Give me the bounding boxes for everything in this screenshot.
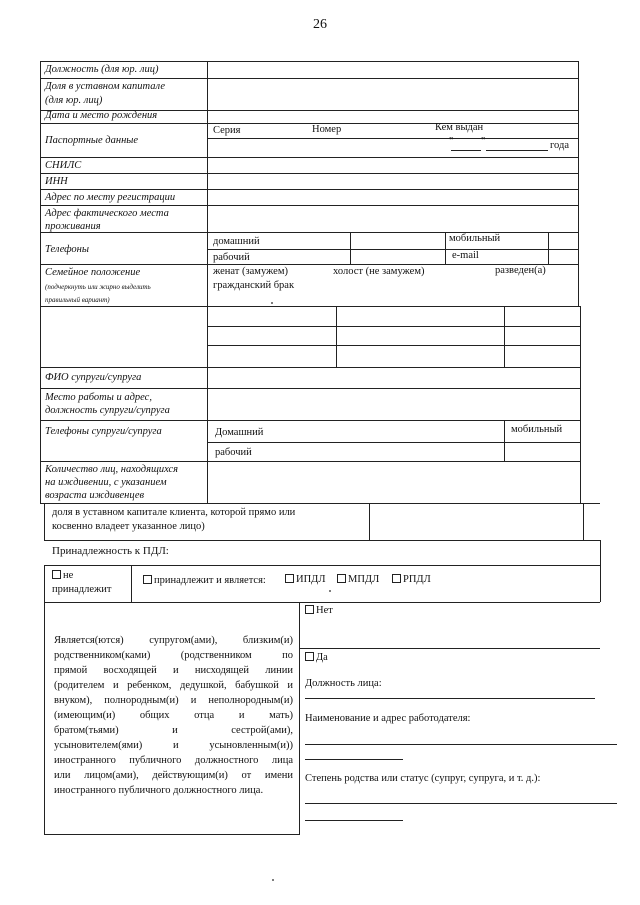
dependents-label: Количество лиц, находящихся <box>45 464 179 475</box>
relative-line: усыновителем(ями) и усыновленным(и)) <box>54 740 293 751</box>
reg-address-label: Адрес по месту регистрации <box>45 192 176 203</box>
relative-line: родственником(ками) (родственником по <box>54 650 293 661</box>
email[interactable]: e-mail <box>452 250 479 261</box>
phone-home[interactable]: домашний <box>213 236 260 247</box>
checkbox-icon <box>285 574 294 583</box>
relative-line: иностранного публичного должностного лица <box>54 755 293 766</box>
relative-last-line: иностранного публичного должностного лица. <box>54 785 264 796</box>
pep-heading: Принадлежность к ПДЛ: <box>52 545 169 557</box>
relative-employer-label: Наименование и адрес работодателя: <box>305 713 471 724</box>
actual-address-label: Адрес фактического места <box>45 208 169 219</box>
passport-issued-by[interactable]: Кем выдан <box>435 122 484 133</box>
passport-series[interactable]: Серия <box>213 125 241 136</box>
relative-line: прямой восходящей и нисходящей линии <box>54 665 293 676</box>
family-note: (подчеркнуть или жирно выделить <box>45 283 151 291</box>
relative-line: Является(ются) супругом(ами), близким(и) <box>54 635 293 646</box>
position-label: Должность (для юр. лиц) <box>45 64 159 75</box>
pep-belongs-option[interactable]: принадлежит и является: <box>143 574 266 587</box>
relative-employer-blank-2[interactable] <box>305 759 403 760</box>
relative-line: внуком), полнородным(и) и неполнородным(и) <box>54 695 293 706</box>
spouse-phone-mobile[interactable]: мобильный <box>511 424 563 435</box>
checkbox-icon <box>52 570 61 579</box>
relative-kinship-blank[interactable] <box>305 803 617 804</box>
relative-no-option[interactable]: Нет <box>305 604 333 617</box>
phones-label: Телефоны <box>45 244 89 255</box>
phone-work[interactable]: рабочий <box>213 252 250 263</box>
passport-day-blank[interactable] <box>451 150 481 151</box>
family-option-married[interactable]: женат (замужем) <box>213 266 288 277</box>
passport-year-label: года <box>550 140 569 151</box>
birth-label: Дата и место рождения <box>45 110 158 121</box>
passport-date-quote-close: " <box>481 136 486 147</box>
family-note-2: правильный вариант) <box>45 296 110 304</box>
capital-share-label-2: (для юр. лиц) <box>45 95 103 106</box>
pep-not-belongs-option[interactable]: не <box>52 569 73 582</box>
checkbox-icon <box>305 652 314 661</box>
inn-label: ИНН <box>45 176 68 187</box>
relative-position-label: Должность лица: <box>305 678 382 689</box>
passport-month-blank[interactable] <box>486 150 548 151</box>
checkbox-icon <box>305 605 314 614</box>
pep-not-belongs-label: принадлежит <box>52 584 112 595</box>
pep-ipdl-option[interactable]: ИПДЛ <box>285 573 325 586</box>
relative-line: братом(тьями) и сестрой(ами), <box>54 725 293 736</box>
family-option-civil[interactable]: гражданский брак <box>213 280 295 291</box>
spouse-phone-work[interactable]: рабочий <box>215 447 252 458</box>
beneficial-share-label: доля в уставном капитале клиента, которой прямо или <box>52 507 296 518</box>
relative-line: (родителем и ребенком, дедушкой, бабушкой и <box>54 680 293 691</box>
passport-label: Паспортные данные <box>45 135 139 146</box>
checkbox-icon <box>392 574 401 583</box>
relative-position-blank[interactable] <box>305 698 595 699</box>
spouse-phones-label: Телефоны супруги/супруга <box>45 426 162 437</box>
phone-mobile[interactable]: мобильный <box>449 233 501 244</box>
spouse-work-label: Место работы и адрес, <box>45 392 152 403</box>
spouse-name-label: ФИО супруги/супруга <box>45 372 142 383</box>
relative-line: или лицом(ами), действующим(и) от имени <box>54 770 293 781</box>
relative-line: (имеющим(и) общих отца и мать) <box>54 710 293 721</box>
relative-yes-option[interactable]: Да <box>305 651 328 664</box>
family-status-label: Семейное положение <box>45 267 141 278</box>
family-option-divorced[interactable]: разведен(а) <box>495 265 546 276</box>
passport-date-quote-open: " <box>449 136 454 147</box>
spouse-phone-home[interactable]: Домашний <box>215 427 264 438</box>
pep-mpdl-option[interactable]: МПДЛ <box>337 573 379 586</box>
family-option-single[interactable]: холост (не замужем) <box>333 266 425 277</box>
spouse-work-label-2: должность супруги/супруга <box>45 405 170 416</box>
checkbox-icon <box>143 575 152 584</box>
relative-kinship-blank-2[interactable] <box>305 820 403 821</box>
capital-share-label: Доля в уставном капитале <box>45 81 166 92</box>
dependents-label-3: возраста иждивенцев <box>45 490 145 501</box>
relative-employer-blank[interactable] <box>305 744 617 745</box>
beneficial-share-label-2: косвенно владеет указанное лицо) <box>52 521 205 532</box>
dependents-label-2: на иждивении, с указанием <box>45 477 167 488</box>
snils-label: СНИЛС <box>45 160 82 171</box>
page-number: 26 <box>313 17 327 32</box>
passport-number[interactable]: Номер <box>312 124 342 135</box>
relative-kinship-label: Степень родства или статус (супруг, супруга, и т. д.): <box>305 773 541 784</box>
pep-rpdl-option[interactable]: РПДЛ <box>392 573 431 586</box>
actual-address-label-2: проживания <box>45 221 101 232</box>
relative-statement <box>54 634 293 796</box>
checkbox-icon <box>337 574 346 583</box>
